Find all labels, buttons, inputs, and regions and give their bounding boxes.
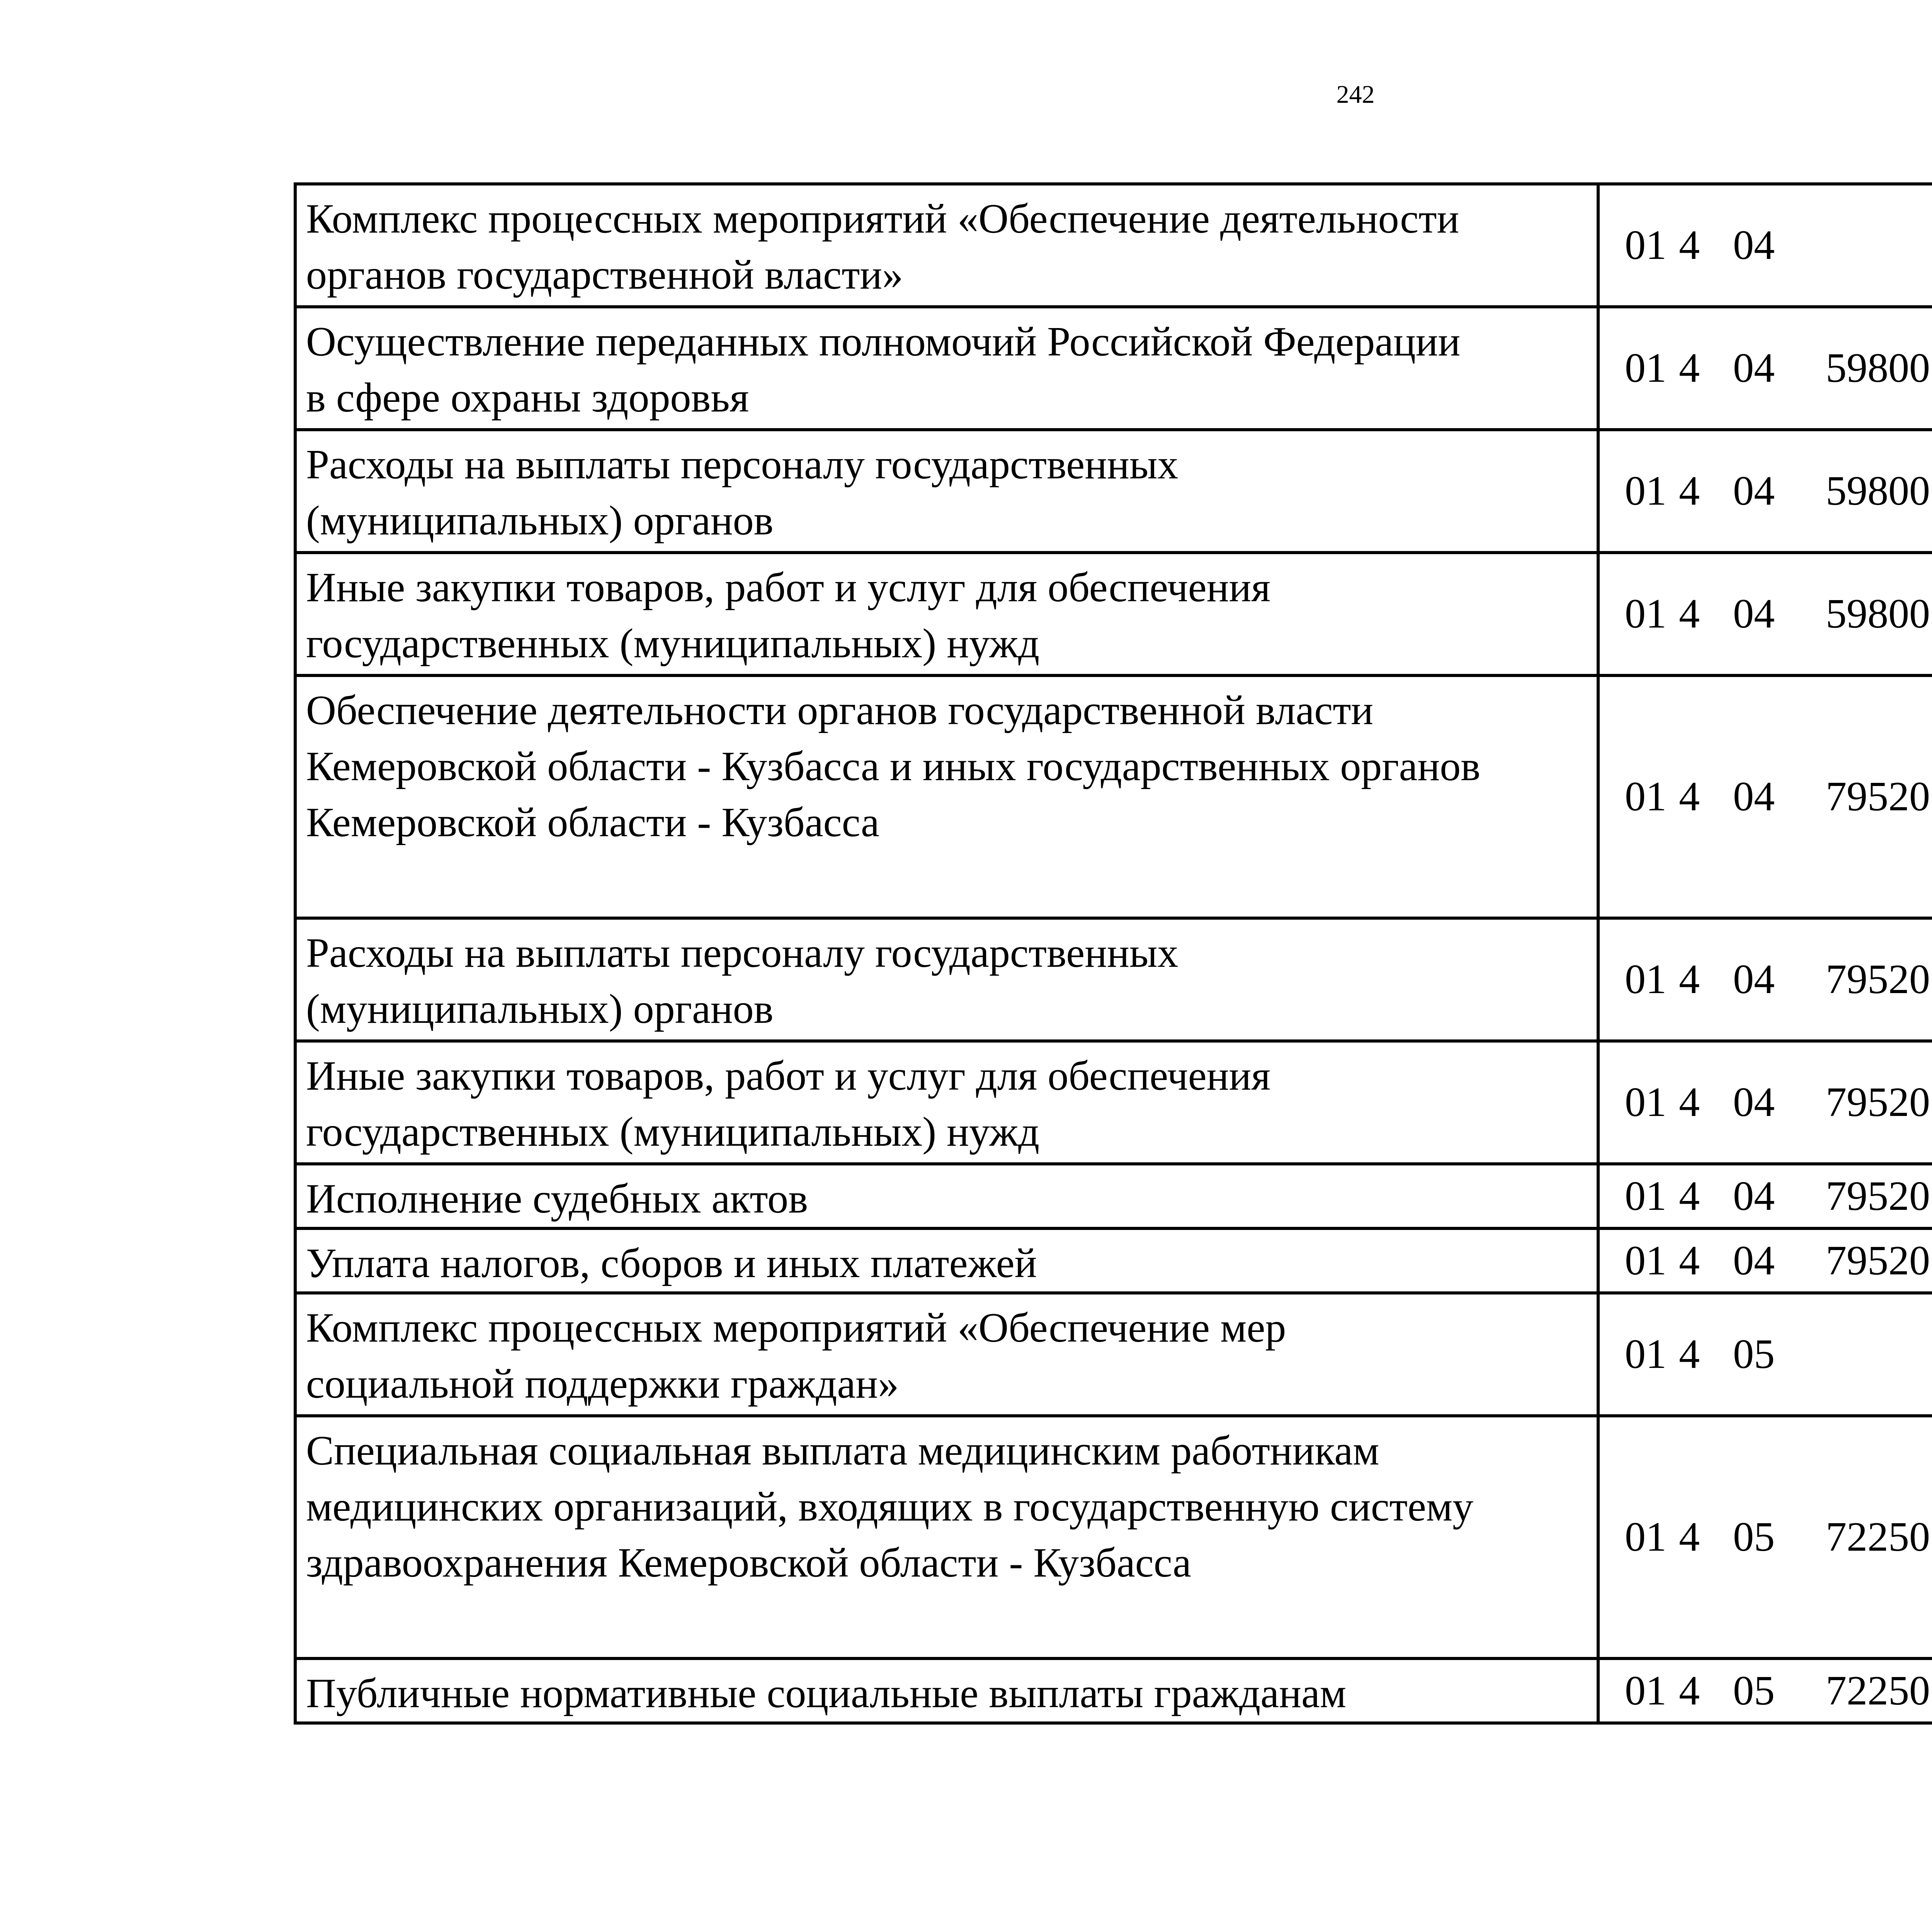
code-part-c4: 59800 xyxy=(1826,591,1930,637)
row-target-code xyxy=(1598,1293,1932,1416)
row-description xyxy=(295,675,1598,918)
code-part-c2: 4 xyxy=(1679,1079,1700,1125)
code-part-c4: 79520 xyxy=(1826,1237,1930,1284)
description-line: в сфере охраны здоровья xyxy=(306,375,749,421)
code-part-c3: 04 xyxy=(1733,222,1775,268)
row-target-code xyxy=(1598,553,1932,675)
table-row xyxy=(295,1293,1932,1416)
code-part-c1: 01 xyxy=(1625,1514,1667,1560)
row-target-code xyxy=(1598,675,1932,918)
code-part-c3: 04 xyxy=(1733,956,1775,1002)
code-part-c1: 01 xyxy=(1625,468,1667,514)
page-number: 242 xyxy=(1336,80,1375,109)
code-part-c2: 4 xyxy=(1679,1667,1700,1714)
row-target-code xyxy=(1598,1228,1932,1293)
code-part-c4: 79520 xyxy=(1826,1173,1930,1219)
description-line: Комплекс процессных мероприятий «Обеспечение мер xyxy=(306,1305,1286,1351)
row-target-code xyxy=(1598,1416,1932,1658)
table-row xyxy=(295,1041,1932,1164)
code-part-c2: 4 xyxy=(1679,222,1700,268)
code-part-c3: 04 xyxy=(1733,1237,1775,1284)
code-part-c4: 59800 xyxy=(1826,345,1930,391)
description-line: Обеспечение деятельности органов государственной власти xyxy=(306,687,1374,733)
table-row xyxy=(295,1164,1932,1228)
row-target-code xyxy=(1598,918,1932,1041)
description-line: (муниципальных) органов xyxy=(306,498,774,544)
code-part-c2: 4 xyxy=(1679,345,1700,391)
code-part-c3: 04 xyxy=(1733,1173,1775,1219)
row-target-code xyxy=(1598,1658,1932,1723)
description-line: Комплекс процессных мероприятий «Обеспечение деятельности xyxy=(306,196,1459,242)
code-part-c3: 05 xyxy=(1733,1667,1775,1714)
description-line: социальной поддержки граждан» xyxy=(306,1361,899,1407)
row-target-code xyxy=(1598,184,1932,307)
code-part-c2: 4 xyxy=(1679,1331,1700,1377)
description-line: медицинских организаций, входящих в государственную систему xyxy=(306,1484,1474,1530)
row-description xyxy=(295,430,1598,553)
code-part-c3: 04 xyxy=(1733,1079,1775,1125)
description-line: Публичные нормативные социальные выплаты гражданам xyxy=(306,1670,1347,1716)
row-description xyxy=(295,1164,1598,1228)
row-target-code xyxy=(1598,1041,1932,1164)
code-part-c1: 01 xyxy=(1625,1331,1667,1377)
code-part-c1: 01 xyxy=(1625,345,1667,391)
description-line: здравоохранения Кемеровской области - Кузбасса xyxy=(306,1540,1191,1586)
code-part-c3: 05 xyxy=(1733,1514,1775,1560)
description-line: Расходы на выплаты персоналу государственных xyxy=(306,442,1179,488)
code-part-c1: 01 xyxy=(1625,1237,1667,1284)
code-part-c2: 4 xyxy=(1679,1237,1700,1284)
row-target-code xyxy=(1598,307,1932,430)
description-line: (муниципальных) органов xyxy=(306,986,774,1032)
description-line: Кемеровской области - Кузбасса и иных государственных органов xyxy=(306,743,1481,789)
code-part-c2: 4 xyxy=(1679,956,1700,1002)
table-row xyxy=(295,675,1932,918)
code-part-c2: 4 xyxy=(1679,1514,1700,1560)
code-part-c2: 4 xyxy=(1679,468,1700,514)
budget-table xyxy=(294,182,1932,1725)
row-description xyxy=(295,1416,1598,1658)
code-part-c4: 72250 xyxy=(1826,1667,1930,1714)
code-part-c3: 04 xyxy=(1733,774,1775,820)
code-part-c1: 01 xyxy=(1625,1079,1667,1125)
row-description xyxy=(295,918,1598,1041)
table-row xyxy=(295,1416,1932,1658)
row-description xyxy=(295,184,1598,307)
description-line: Кемеровской области - Кузбасса xyxy=(306,799,879,845)
description-line: Иные закупки товаров, работ и услуг для обеспечения xyxy=(306,1053,1270,1099)
code-part-c4: 59800 xyxy=(1826,468,1930,514)
code-part-c4: 72250 xyxy=(1826,1514,1930,1560)
code-part-c4: 79520 xyxy=(1826,774,1930,820)
row-description xyxy=(295,553,1598,675)
row-target-code xyxy=(1598,1164,1932,1228)
description-line: государственных (муниципальных) нужд xyxy=(306,1109,1040,1155)
row-description xyxy=(295,1228,1598,1293)
table-row xyxy=(295,307,1932,430)
row-description xyxy=(295,1293,1598,1416)
description-line: Иные закупки товаров, работ и услуг для обеспечения xyxy=(306,565,1270,611)
row-description xyxy=(295,307,1598,430)
row-description xyxy=(295,1658,1598,1723)
description-line: Исполнение судебных актов xyxy=(306,1176,808,1222)
code-part-c2: 4 xyxy=(1679,591,1700,637)
table-row xyxy=(295,918,1932,1041)
code-part-c1: 01 xyxy=(1625,956,1667,1002)
code-part-c1: 01 xyxy=(1625,1173,1667,1219)
code-part-c1: 01 xyxy=(1625,774,1667,820)
description-line: Расходы на выплаты персоналу государственных xyxy=(306,930,1179,976)
table-row xyxy=(295,1658,1932,1723)
description-line: органов государственной власти» xyxy=(306,252,903,298)
table-row xyxy=(295,553,1932,675)
code-part-c2: 4 xyxy=(1679,1173,1700,1219)
table-row xyxy=(295,430,1932,553)
description-line: государственных (муниципальных) нужд xyxy=(306,621,1040,667)
description-line: Осуществление переданных полномочий Российской Федерации xyxy=(306,319,1461,365)
code-part-c3: 04 xyxy=(1733,591,1775,637)
table-row xyxy=(295,184,1932,307)
table-row xyxy=(295,1228,1932,1293)
code-part-c4: 79520 xyxy=(1826,1079,1930,1125)
code-part-c3: 04 xyxy=(1733,345,1775,391)
description-line: Специальная социальная выплата медицинским работникам xyxy=(306,1428,1379,1474)
code-part-c4: 79520 xyxy=(1826,956,1930,1002)
code-part-c1: 01 xyxy=(1625,591,1667,637)
row-target-code xyxy=(1598,430,1932,553)
code-part-c3: 05 xyxy=(1733,1331,1775,1377)
code-part-c1: 01 xyxy=(1625,222,1667,268)
row-description xyxy=(295,1041,1598,1164)
code-part-c2: 4 xyxy=(1679,774,1700,820)
description-line: Уплата налогов, сборов и иных платежей xyxy=(306,1240,1037,1286)
code-part-c3: 04 xyxy=(1733,468,1775,514)
code-part-c1: 01 xyxy=(1625,1667,1667,1714)
